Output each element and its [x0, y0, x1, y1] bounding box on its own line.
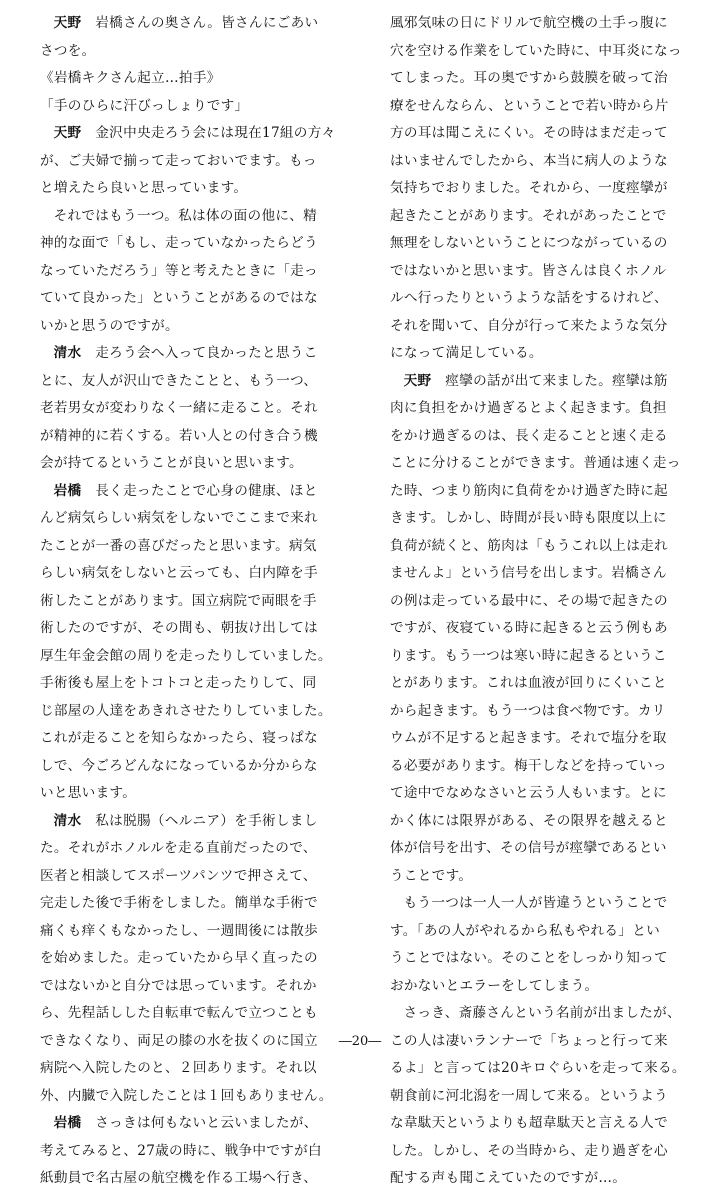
line-text: が精神的に若くする。若い人との付き合う機 — [40, 427, 318, 444]
text-line — [40, 340, 336, 368]
text-line — [40, 643, 336, 671]
text-line — [390, 1083, 686, 1111]
text-line — [40, 1083, 336, 1111]
line-text: おかないとエラーをしてしまう。 — [390, 977, 599, 994]
text-line — [390, 368, 686, 396]
speaker-name: 天野 — [53, 125, 82, 141]
text-line — [390, 10, 686, 38]
line-text: 風邪気味の日にドリルで航空機の土手っ腹に — [390, 15, 668, 31]
line-text: なっていただろう」等と考えたときに「走っ — [40, 262, 318, 279]
text-line — [40, 670, 336, 698]
text-line — [40, 505, 336, 533]
line-text: かく体には限界がある、その限界を越えると — [390, 812, 668, 829]
line-text: ませんよ」という信号を出します。岩橋さん — [390, 565, 667, 581]
text-line — [40, 615, 336, 643]
text-line — [390, 450, 686, 478]
line-text: 「手のひらに汗びっしょりです」 — [40, 97, 249, 114]
text-line — [40, 1000, 336, 1028]
line-text: 気持ちでおりました。それから、一度痙攣が — [390, 180, 668, 196]
text-line — [40, 1110, 336, 1138]
line-text: ウムが不足すると起きます。それで塩分を取 — [390, 730, 667, 746]
line-text: 術したのですが、その間も、朝抜け出しては — [40, 620, 318, 636]
line-text: て途中でなめなさいと云う人もいます。とに — [390, 785, 667, 801]
text-line — [40, 120, 336, 148]
text-line — [390, 973, 686, 1001]
text-line — [390, 890, 686, 918]
text-line — [40, 890, 336, 918]
text-line — [390, 698, 686, 726]
text-line — [390, 670, 686, 698]
line-text: 外、内臓で入院したことは１回もありません。 — [40, 1087, 333, 1104]
text-line — [40, 725, 336, 753]
text-line — [40, 973, 336, 1001]
text-line — [40, 698, 336, 726]
text-line — [390, 313, 686, 341]
text-line — [390, 203, 686, 231]
line-text: 厚生年金会館の周りを走ったりしていました。 — [40, 647, 332, 664]
text-line — [40, 780, 336, 808]
text-line — [40, 1165, 336, 1193]
line-text: 痛くも痒くもなかったし、一週間後には散歩 — [40, 922, 318, 939]
text-line — [390, 918, 686, 946]
line-text: 考えてみると、27歳の時に、戦争中ですが白 — [40, 1142, 322, 1159]
line-text: 肉に負担をかけ過ぎるとよく起きます。負担 — [390, 400, 667, 416]
line-text: さっきは何もないと云いましたが、 — [81, 1115, 318, 1131]
line-text: できなくなり、両足の膝の水を抜くのに国立 — [40, 1032, 318, 1049]
text-line — [390, 808, 686, 836]
text-line — [390, 753, 686, 781]
text-line — [390, 560, 686, 588]
line-text: しで、今ごろどんなになっているか分からな — [40, 757, 318, 774]
text-line — [40, 230, 336, 258]
line-text: 私は脱腸（ヘルニア）を手術しまし — [81, 812, 318, 829]
line-text: それではもう一つ。私は体の面の他に、精 — [53, 207, 318, 224]
line-text: した。しかし、その当時から、走り過ぎを心 — [390, 1142, 668, 1159]
text-line — [40, 423, 336, 451]
line-text: さつを。 — [40, 42, 96, 59]
text-line — [390, 1165, 686, 1193]
text-line — [390, 65, 686, 93]
line-text: ことに分けることができます。普通は速く走っ — [390, 455, 681, 471]
text-line — [40, 808, 336, 836]
text-line — [390, 615, 686, 643]
line-text: な韋駄天というよりも超韋駄天と言える人で — [390, 1115, 668, 1131]
right-column — [390, 10, 686, 1193]
line-text: 方の耳は聞こえにくい。その時はまだ走って — [390, 125, 668, 141]
line-text: 神的な面で「もし、走っていなかったらどう — [40, 235, 318, 251]
text-line — [390, 285, 686, 313]
text-line — [40, 835, 336, 863]
line-text: てしまった。耳の奥ですから鼓膜を破って治 — [390, 70, 668, 86]
line-text: 紙動員で名古屋の航空機を作る工場へ行き、 — [40, 1170, 318, 1186]
text-line — [390, 725, 686, 753]
line-text: の例は走っている最中に、その場で起きたの — [390, 592, 668, 609]
line-text: をかけ過ぎるのは、長く走ることと速く走る — [390, 427, 668, 444]
line-text: はいませんでしたから、本当に病人のような — [390, 152, 668, 169]
line-text: んど病気らしい病気をしないでここまで来れ — [40, 510, 318, 526]
line-text: 岩橋さんの奥さん。皆さんにごあい — [81, 15, 319, 31]
text-line — [40, 588, 336, 616]
line-text: 金沢中央走ろう会には現在17組の方々 — [81, 125, 336, 141]
line-text: になって満足している。 — [390, 345, 543, 361]
line-text: 医者と相談してスポーツパンツで押さえて、 — [40, 867, 317, 884]
line-text: を始めました。走っていたから早く直ったの — [40, 950, 318, 966]
line-text: いと思います。 — [40, 785, 137, 801]
line-text: るよ」と言っては20キロぐらいを走って来る。 — [390, 1060, 686, 1076]
text-line — [40, 175, 336, 203]
speaker-name: 岩橋 — [53, 1115, 82, 1131]
speaker-name: 清水 — [53, 812, 82, 829]
text-line — [40, 1138, 336, 1166]
line-text: 朝食前に河北潟を一周して来る。というよう — [390, 1087, 668, 1104]
line-text: 長く走ったことで心身の健康、ほと — [81, 482, 318, 499]
text-line — [40, 93, 336, 121]
text-line — [390, 780, 686, 808]
line-text: 体が信号を出す、その信号が痙攣であるとい — [390, 840, 667, 856]
line-text: す。「あの人がやれるから私もやれる」とい — [390, 922, 660, 939]
text-line — [390, 533, 686, 561]
line-text: 配する声も聞こえていたのですが…。 — [390, 1170, 627, 1186]
line-text: と増えたら良いと思っています。 — [40, 180, 248, 196]
text-line — [390, 423, 686, 451]
text-line — [390, 863, 686, 891]
line-text: ら、先程話しした自転車で転んで立つことも — [40, 1005, 318, 1021]
line-text: る必要があります。梅干しなどを持っていっ — [390, 757, 667, 774]
line-text: た。それがホノルルを走る直前だったので、 — [40, 840, 317, 856]
line-text: ではないかと思います。皆さんは良くホノル — [390, 262, 667, 279]
text-line — [390, 835, 686, 863]
text-line — [390, 1110, 686, 1138]
line-text: もう一つは一人一人が皆違うということで — [403, 895, 668, 911]
text-line — [40, 285, 336, 313]
line-text: 負荷が続くと、筋肉は「もうこれ以上は走れ — [390, 537, 668, 554]
text-line — [40, 203, 336, 231]
line-text: た時、つまり筋肉に負荷をかけ過ぎた時に起 — [390, 482, 668, 499]
line-text: うことです。 — [390, 867, 473, 884]
line-text: いかと思うのですが。 — [40, 317, 179, 334]
line-text: 手術後も屋上をトコトコと走ったりして、同 — [40, 675, 317, 691]
speaker-name: 清水 — [53, 345, 82, 361]
text-line — [40, 753, 336, 781]
text-line — [390, 120, 686, 148]
text-line — [40, 1055, 336, 1083]
text-line — [390, 230, 686, 258]
line-text: 穴を空ける作業をしていた時に、中耳炎になっ — [390, 42, 682, 59]
left-column — [40, 10, 336, 1193]
text-line — [40, 10, 336, 38]
text-line — [40, 258, 336, 286]
line-text: らしい病気をしないと云っても、白内障を手 — [40, 565, 318, 581]
line-text: 老若男女が変わりなく一緒に走ること。それ — [40, 400, 318, 416]
text-line — [40, 313, 336, 341]
text-line — [40, 478, 336, 506]
line-text: とに、友人が沢山できたことと、もう一つ、 — [40, 372, 318, 389]
text-line — [40, 945, 336, 973]
line-text: うことではない。そのことをしっかり知って — [390, 950, 668, 966]
line-text: 療をせんならん、ということで若い時から片 — [390, 97, 669, 114]
line-text: ですが、夜寝ている時に起きると云う例もあ — [390, 620, 668, 636]
text-line — [40, 450, 336, 478]
line-text: それを聞いて、自分が行って来たような気分 — [390, 317, 668, 334]
speaker-name: 天野 — [403, 372, 432, 389]
text-line — [390, 478, 686, 506]
text-line — [40, 533, 336, 561]
line-text: 会が持てるということが良いと思います。 — [40, 455, 303, 471]
text-line — [390, 93, 686, 121]
line-text: この人は凄いランナーで「ちょっと行って来 — [390, 1032, 668, 1049]
text-line — [390, 340, 686, 368]
line-text: 術したことがあります。国立病院で両眼を手 — [40, 592, 317, 609]
text-line — [390, 395, 686, 423]
line-text: 痙攣の話が出て来ました。痙攣は筋 — [431, 372, 668, 389]
text-line — [40, 148, 336, 176]
text-line — [40, 65, 336, 93]
text-line — [390, 1138, 686, 1166]
speaker-name: 天野 — [53, 15, 82, 31]
text-line — [390, 175, 686, 203]
text-line — [40, 863, 336, 891]
text-line — [390, 945, 686, 973]
line-text: ります。もう一つは寒い時に起きるというこ — [390, 647, 667, 664]
text-line — [390, 1000, 686, 1028]
line-text: 起きたことがあります。それがあったことで — [390, 207, 667, 224]
line-text: さっき、斎藤さんという名前が出ましたが、 — [403, 1005, 681, 1021]
text-line — [390, 148, 686, 176]
text-line — [40, 918, 336, 946]
line-text: これが走ることを知らなかったら、寝っぱな — [40, 730, 318, 746]
line-text: 病院へ入院したのと、２回あります。それ以 — [40, 1060, 317, 1076]
line-text: たことが一番の喜びだったと思います。病気 — [40, 537, 317, 554]
text-line — [390, 1055, 686, 1083]
line-text: きます。しかし、時間が長い時も限度以上に — [390, 510, 667, 526]
line-text: じ部屋の人達をあきれさせたりしていました。 — [40, 702, 332, 719]
line-text: 走ろう会へ入って良かったと思うこ — [81, 345, 318, 361]
line-text: 《岩橋キクさん起立…拍手》 — [40, 70, 221, 86]
line-text: ではないかと自分では思っています。それか — [40, 977, 317, 994]
text-line — [390, 258, 686, 286]
line-text: 完走した後で手術をしました。簡単な手術で — [40, 895, 318, 911]
text-line — [390, 38, 686, 66]
page-number: ―20― — [338, 1034, 382, 1049]
text-line — [40, 395, 336, 423]
text-line — [40, 368, 336, 396]
text-line — [40, 38, 336, 66]
line-text: が、ご夫婦で揃って走っておいでます。もっ — [40, 152, 317, 169]
line-text: 無理をしないということにつながっているの — [390, 235, 668, 251]
line-text: ていて良かった」ということがあるのではな — [40, 290, 318, 306]
line-text: ルへ行ったりというような話をするけれど、 — [390, 290, 668, 306]
speaker-name: 岩橋 — [53, 482, 82, 499]
text-line — [390, 588, 686, 616]
text-line — [390, 643, 686, 671]
text-line — [390, 505, 686, 533]
text-line — [40, 560, 336, 588]
line-text: とがあります。これは血液が回りにくいこと — [390, 675, 667, 691]
line-text: から起きます。もう一つは食べ物です。カリ — [390, 702, 666, 719]
